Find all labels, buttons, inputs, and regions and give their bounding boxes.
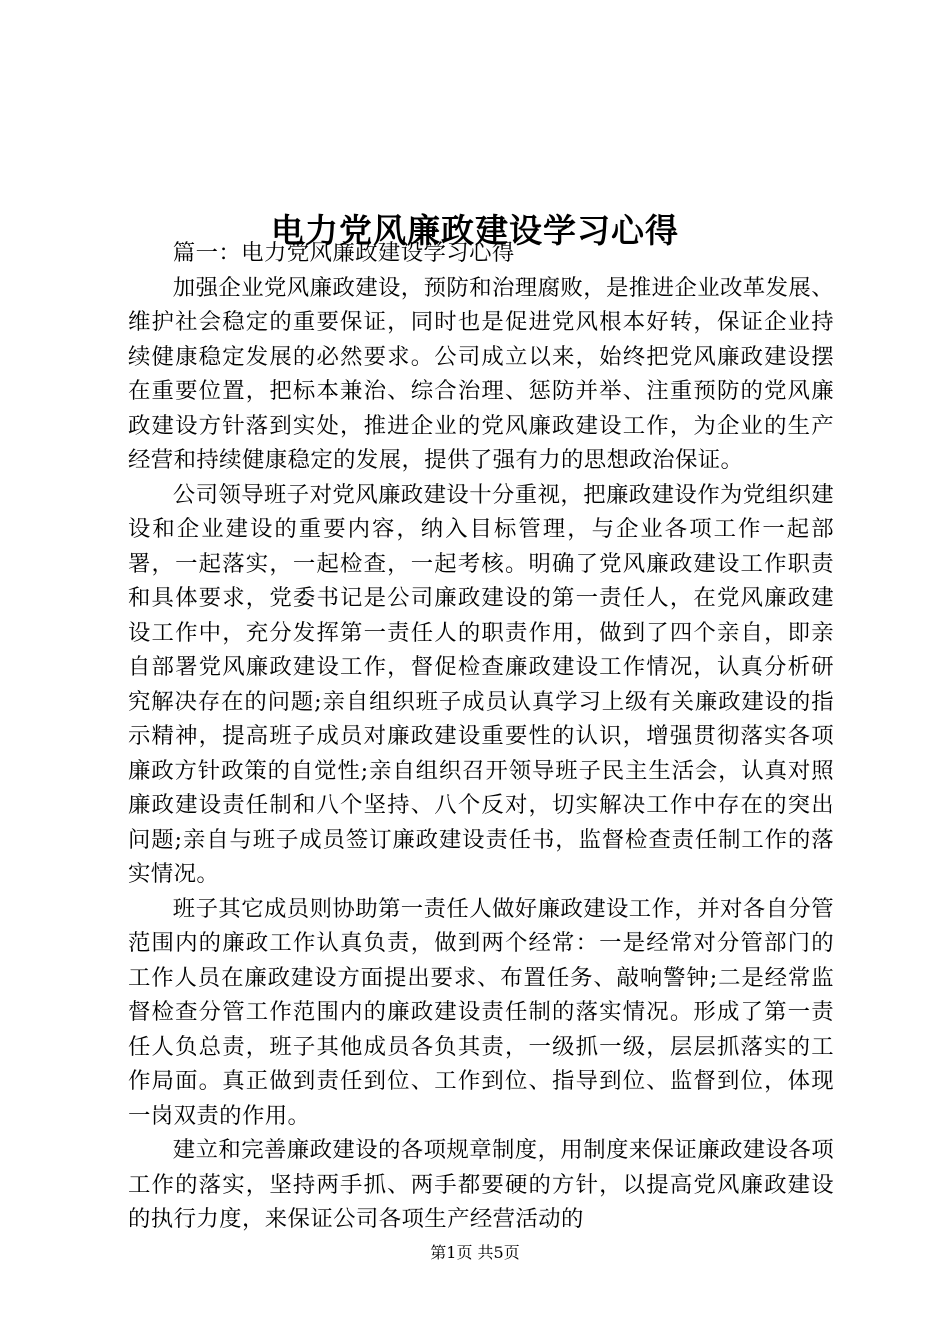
paragraph: 加强企业党风廉政建设，预防和治理腐败，是推进企业改革发展、维护社会稳定的重要保证，同时也是促进党风根本好转，保证企业持续健康稳定发展的必然要求。公司成立以来，始终把党风廉政建设摆在重要位置，把标本兼治、综合治理、惩防并举、注重预防的党风廉政建设方针落到实处，推进企业的党风廉政建设工作，为企业的生产经营和持续健康稳定的发展，提供了强有力的思想政治保证。 bbox=[128, 274, 834, 473]
paragraph: 班子其它成员则协助第一责任人做好廉政建设工作，并对各自分管范围内的廉政工作认真负责，做到两个经常：一是经常对分管部门的工作人员在廉政建设方面提出要求、布置任务、敲响警钟;二是经常监督检查分管工作范围内的廉政建设责任制的落实情况。形成了第一责任人负总责，班子其他成员各负其责，一级抓一级，层层抓落实的工作局面。真正做到责任到位、工作到位、指导到位、监督到位，体现一岗双责的作用。 bbox=[128, 895, 834, 1129]
paragraph: 公司领导班子对党风廉政建设十分重视，把廉政建设作为党组织建设和企业建设的重要内容，纳入目标管理，与企业各项工作一起部署，一起落实，一起检查，一起考核。明确了党风廉政建设工作职责和具体要求，党委书记是公司廉政建设的第一责任人，在党风廉政建设工作中，充分发挥第一责任人的职责作用，做到了四个亲自，即亲自部署党风廉政建设工作，督促检查廉政建设工作情况，认真分析研究解决存在的问题;亲自组织班子成员认真学习上级有关廉政建设的指示精神，提高班子成员对廉政建设重要性的认识，增强贯彻落实各项廉政方针政策的自觉性;亲自组织召开领导班子民主生活会，认真对照廉政建设责任制和八个坚持、八个反对，切实解决工作中存在的突出问题;亲自与班子成员签订廉政建设责任书，监督检查责任制工作的落实情况。 bbox=[128, 481, 834, 887]
document-body bbox=[128, 236, 834, 1237]
page-footer: 第1页 共5页 bbox=[430, 1243, 520, 1262]
paragraph: 建立和完善廉政建设的各项规章制度，用制度来保证廉政建设各项工作的落实，坚持两手抓、两手都要硬的方针，以提高党风廉政建设的执行力度，来保证公司各项生产经营活动的 bbox=[128, 1137, 834, 1232]
document-title: 电力党风廉政建设学习心得 bbox=[271, 211, 679, 251]
section-heading: 篇一：电力党风廉政建设学习心得 bbox=[172, 240, 515, 266]
